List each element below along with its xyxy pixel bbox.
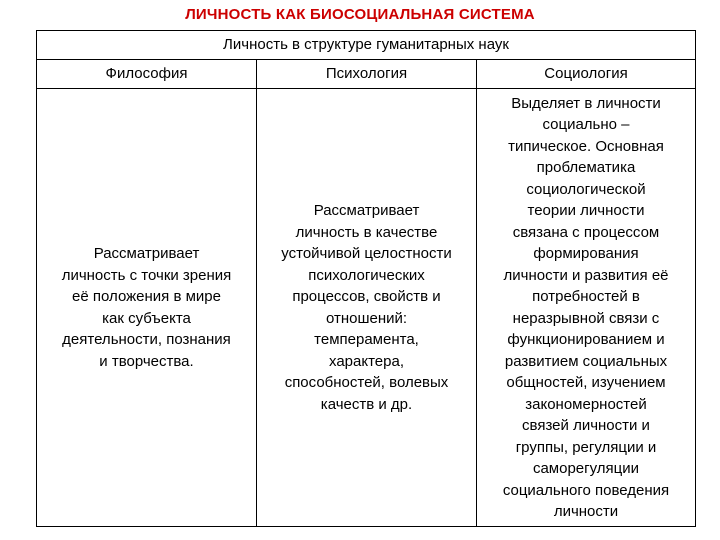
cell-line: как субъекта [102, 309, 191, 327]
sciences-table [36, 30, 696, 527]
cell-line: группы, регуляции и [515, 438, 657, 456]
cell-line: теории личности [527, 202, 645, 219]
cell-line: проблематика [536, 159, 636, 176]
cell-line: социально – [542, 116, 630, 133]
cell-line: личности [553, 503, 619, 520]
cell-line: типическое. Основная [508, 137, 664, 155]
cell-line: связана с процессом [512, 223, 660, 241]
cell-line: личность с точки зрения [61, 266, 232, 284]
column-sociology: Социология [477, 60, 696, 89]
cell-line: характера, [329, 352, 404, 370]
column-philosophy: Философия [37, 60, 257, 89]
psychology-cell [257, 89, 477, 527]
cell-line: саморегуляции [532, 460, 640, 477]
cell-line: устойчивой целостности [281, 245, 452, 262]
cell-line: деятельности, познания [62, 331, 231, 348]
cell-line: способностей, волевых [284, 374, 449, 391]
cell-line: развитием социальных [504, 352, 668, 370]
cell-line: личности и развития её [503, 266, 669, 284]
sociology-cell [477, 89, 696, 527]
cell-line: потребностей в [532, 288, 640, 305]
cell-line: психологических [308, 266, 425, 284]
page-title: ЛИЧНОСТЬ КАК БИОСОЦИАЛЬНАЯ СИСТЕМА [185, 6, 535, 23]
cell-line: темперамента, [314, 331, 419, 348]
cell-line: неразрывной связи с [512, 309, 660, 327]
cell-line: и творчества. [99, 352, 194, 370]
cell-line: связей личности и [522, 417, 650, 434]
table-header: Личность в структуре гуманитарных наук [37, 31, 696, 60]
cell-line: формирования [533, 245, 639, 262]
cell-line: личность в качестве [295, 223, 438, 241]
cell-line: качеств и др. [320, 395, 413, 413]
philosophy-cell [37, 89, 257, 527]
cell-line: Рассматривает [93, 245, 200, 262]
cell-line: Выделяет в личности [511, 94, 661, 112]
cell-line: отношений: [325, 309, 408, 327]
cell-line: закономерностей [525, 395, 647, 413]
cell-line: социального поведения [502, 481, 670, 499]
cell-line: Рассматривает [313, 202, 420, 219]
cell-line: процессов, свойств и [292, 288, 441, 305]
cell-line: её положения в мире [72, 288, 221, 305]
cell-line: функционированием и [507, 331, 665, 348]
cell-line: социологической [526, 180, 646, 198]
column-psychology: Психология [257, 60, 477, 89]
cell-line: общностей, изучением [506, 374, 666, 391]
